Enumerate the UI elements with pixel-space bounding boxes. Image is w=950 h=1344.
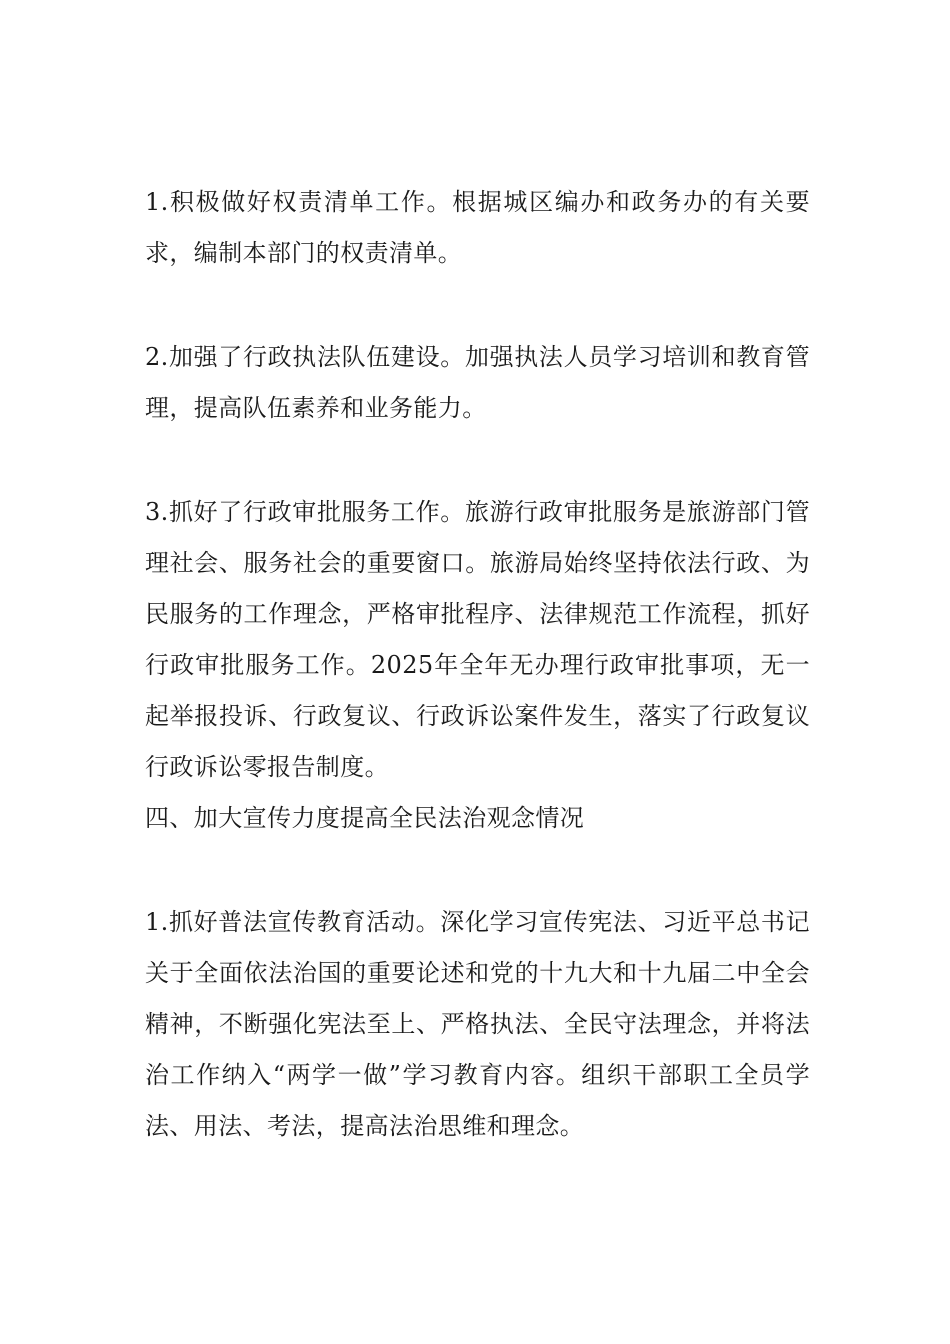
paragraph-legal-education: 1.抓好普法宣传教育活动。深化学习宣传宪法、习近平总书记关于全面依法治国的重要论述和党的十九大和十九届二中全会精神，不断强化宪法至上、严格执法、全民守法理念，并将法治工作纳入“两学一做”学习教育内容。组织干部职工全员学法、用法、考法，提高法治思维和理念。 <box>145 908 810 1140</box>
paragraph-administrative-approval: 3.抓好了行政审批服务工作。旅游行政审批服务是旅游部门管理社会、服务社会的重要窗口。旅游局始终坚持依法行政、为民服务的工作理念，严格审批程序、法律规范工作流程，抓好行政审批服务工作。2025年全年无办理行政审批事项，无一起举报投诉、行政复议、行政诉讼案件发生，落实了行政复议行政诉讼零报告制度。 <box>145 498 810 781</box>
section-heading: 四、加大宣传力度提高全民法治观念情况 <box>145 804 585 832</box>
paragraph-law-enforcement-team: 2.加强了行政执法队伍建设。加强执法人员学习培训和教育管理，提高队伍素养和业务能力。 <box>145 343 810 422</box>
paragraph-power-list: 1.积极做好权责清单工作。根据城区编办和政务办的有关要求，编制本部门的权责清单。 <box>145 188 810 267</box>
document-body <box>145 177 810 1152</box>
